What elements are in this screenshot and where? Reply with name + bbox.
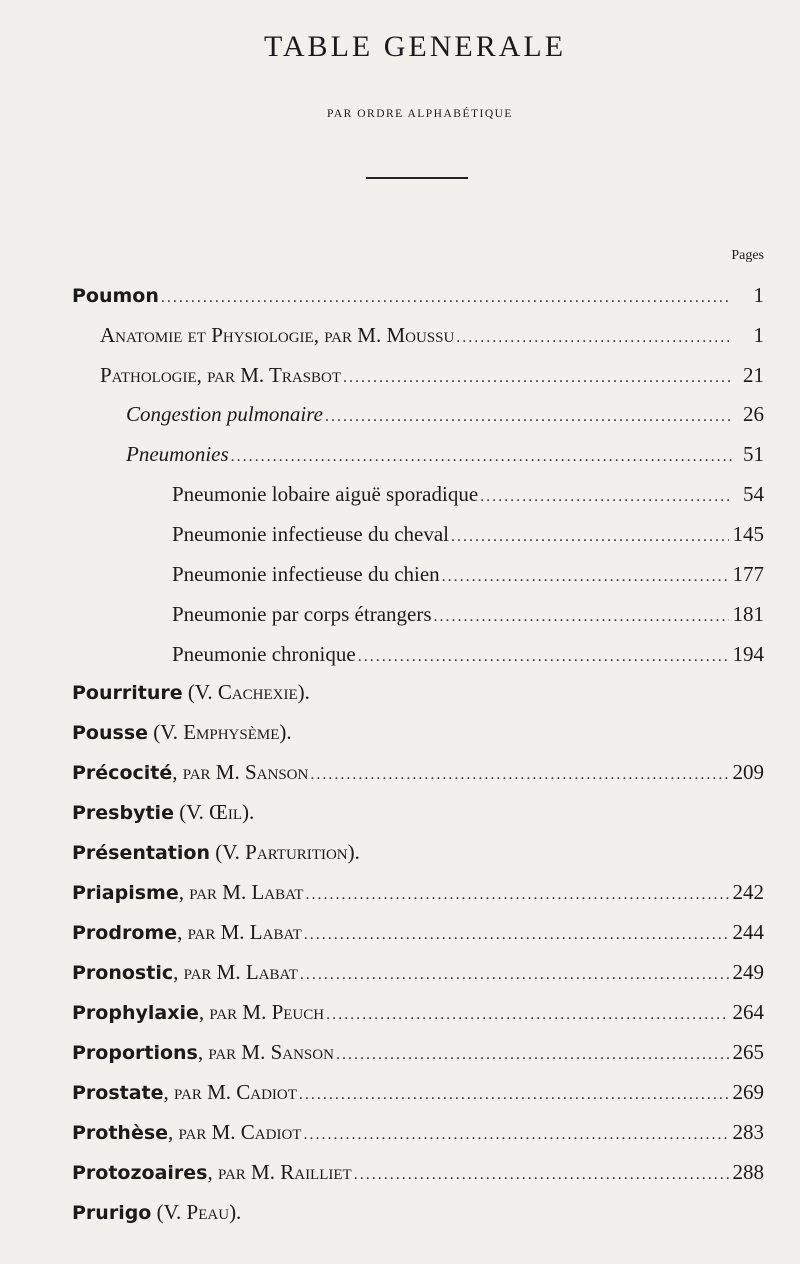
dot-leader <box>434 602 729 632</box>
toc-entry <box>100 360 764 390</box>
dot-leader <box>305 880 728 910</box>
entry-page-number: 283 <box>732 1120 764 1144</box>
toc-entry <box>72 797 764 827</box>
entry-label: Prodrome, par M. Labat <box>72 920 302 944</box>
entry-page-number: 209 <box>732 760 764 784</box>
toc-entry <box>72 957 764 987</box>
dot-leader <box>161 283 732 313</box>
entry-page-number: 54 <box>743 482 764 506</box>
dot-leader <box>336 1040 729 1070</box>
toc-entry <box>72 757 764 787</box>
pages-column-label: Pages <box>731 248 764 263</box>
dot-leader <box>299 1080 729 1110</box>
toc-entry <box>126 399 764 429</box>
dot-leader <box>343 363 732 393</box>
toc-entry <box>172 639 764 669</box>
toc-entry <box>72 717 764 747</box>
entry-page-number: 244 <box>732 920 764 944</box>
dot-leader <box>326 1000 728 1030</box>
entry-page-number: 194 <box>732 642 764 666</box>
entry-label: Pronostic, par M. Labat <box>72 960 298 984</box>
toc-entry <box>72 997 764 1027</box>
entry-page-number: 1 <box>753 283 764 307</box>
entry-page-number: 181 <box>732 602 764 626</box>
entry-page-number: 249 <box>732 960 764 984</box>
entry-label: Prothèse, par M. Cadiot <box>72 1120 302 1144</box>
dot-leader <box>358 642 729 672</box>
dot-leader <box>451 522 729 552</box>
entry-label: Précocité, par M. Sanson <box>72 760 309 784</box>
dot-leader <box>442 562 729 592</box>
entry-label: Proportions, par M. Sanson <box>72 1040 334 1064</box>
dot-leader <box>325 402 732 432</box>
page-title: TABLE GENERALE <box>263 30 567 63</box>
toc-entry <box>100 320 764 350</box>
toc-entry <box>72 1037 764 1067</box>
toc-entry <box>72 1197 764 1227</box>
toc-entry <box>72 837 764 867</box>
entry-label: Priapisme, par M. Labat <box>72 880 304 904</box>
dot-leader <box>480 482 732 512</box>
toc-entry <box>172 519 764 549</box>
dot-leader <box>231 442 732 472</box>
entry-page-number: 242 <box>732 880 764 904</box>
entry-label: Pneumonie infectieuse du cheval <box>172 522 449 546</box>
entry-page-number: 288 <box>732 1160 764 1184</box>
page-subtitle: PAR ORDRE ALPHABÉTIQUE <box>327 108 513 120</box>
entry-page-number: 26 <box>743 402 764 426</box>
entry-page-number: 177 <box>732 562 764 586</box>
dot-leader <box>354 1160 729 1190</box>
dot-leader <box>304 920 729 950</box>
entry-label: Pourriture (V. Cachexie). <box>72 680 310 704</box>
entry-label: Protozoaires, par M. Railliet <box>72 1160 352 1184</box>
entry-page-number: 264 <box>732 1000 764 1024</box>
entry-label: Congestion pulmonaire <box>126 402 323 426</box>
entry-label: Poumon <box>72 285 159 307</box>
toc-entry <box>72 877 764 907</box>
entry-label: Pathologie, par M. Trasbot <box>100 363 342 387</box>
entry-label: Prophylaxie, par M. Peuch <box>72 1000 325 1024</box>
entry-page-number: 51 <box>743 442 764 466</box>
dot-leader <box>300 960 729 990</box>
toc-entry <box>72 1077 764 1107</box>
toc-entry <box>72 1157 764 1187</box>
toc-entry <box>172 479 764 509</box>
toc-entry <box>172 559 764 589</box>
dot-leader <box>456 323 732 353</box>
entry-label: Prostate, par M. Cadiot <box>72 1080 297 1104</box>
entry-label: Presbytie (V. Œil). <box>72 800 255 824</box>
entry-label: Prurigo (V. Peau). <box>72 1200 242 1224</box>
entry-label: Anatomie et Physiologie, par M. Moussu <box>100 323 455 347</box>
entry-label: Présentation (V. Parturition). <box>72 840 360 864</box>
entry-label: Pousse (V. Emphysème). <box>72 720 292 744</box>
entry-page-number: 269 <box>732 1080 764 1104</box>
dot-leader <box>310 760 728 790</box>
title-rule <box>366 177 468 179</box>
toc-entry <box>126 439 764 469</box>
dot-leader <box>303 1120 728 1150</box>
toc-entry <box>72 917 764 947</box>
entry-page-number: 21 <box>743 363 764 387</box>
entry-label: Pneumonie lobaire aiguë sporadique <box>172 482 479 506</box>
entry-page-number: 145 <box>732 522 764 546</box>
entry-page-number: 1 <box>753 323 764 347</box>
toc-entry <box>172 599 764 629</box>
toc-entry <box>72 1117 764 1147</box>
entry-label: Pneumonie chronique <box>172 642 356 666</box>
entry-label: Pneumonie par corps étrangers <box>172 602 432 626</box>
entry-label: Pneumonie infectieuse du chien <box>172 562 440 586</box>
toc-entry <box>72 280 764 310</box>
entry-label: Pneumonies <box>126 442 229 466</box>
entry-page-number: 265 <box>732 1040 764 1064</box>
toc-entry <box>72 677 764 707</box>
